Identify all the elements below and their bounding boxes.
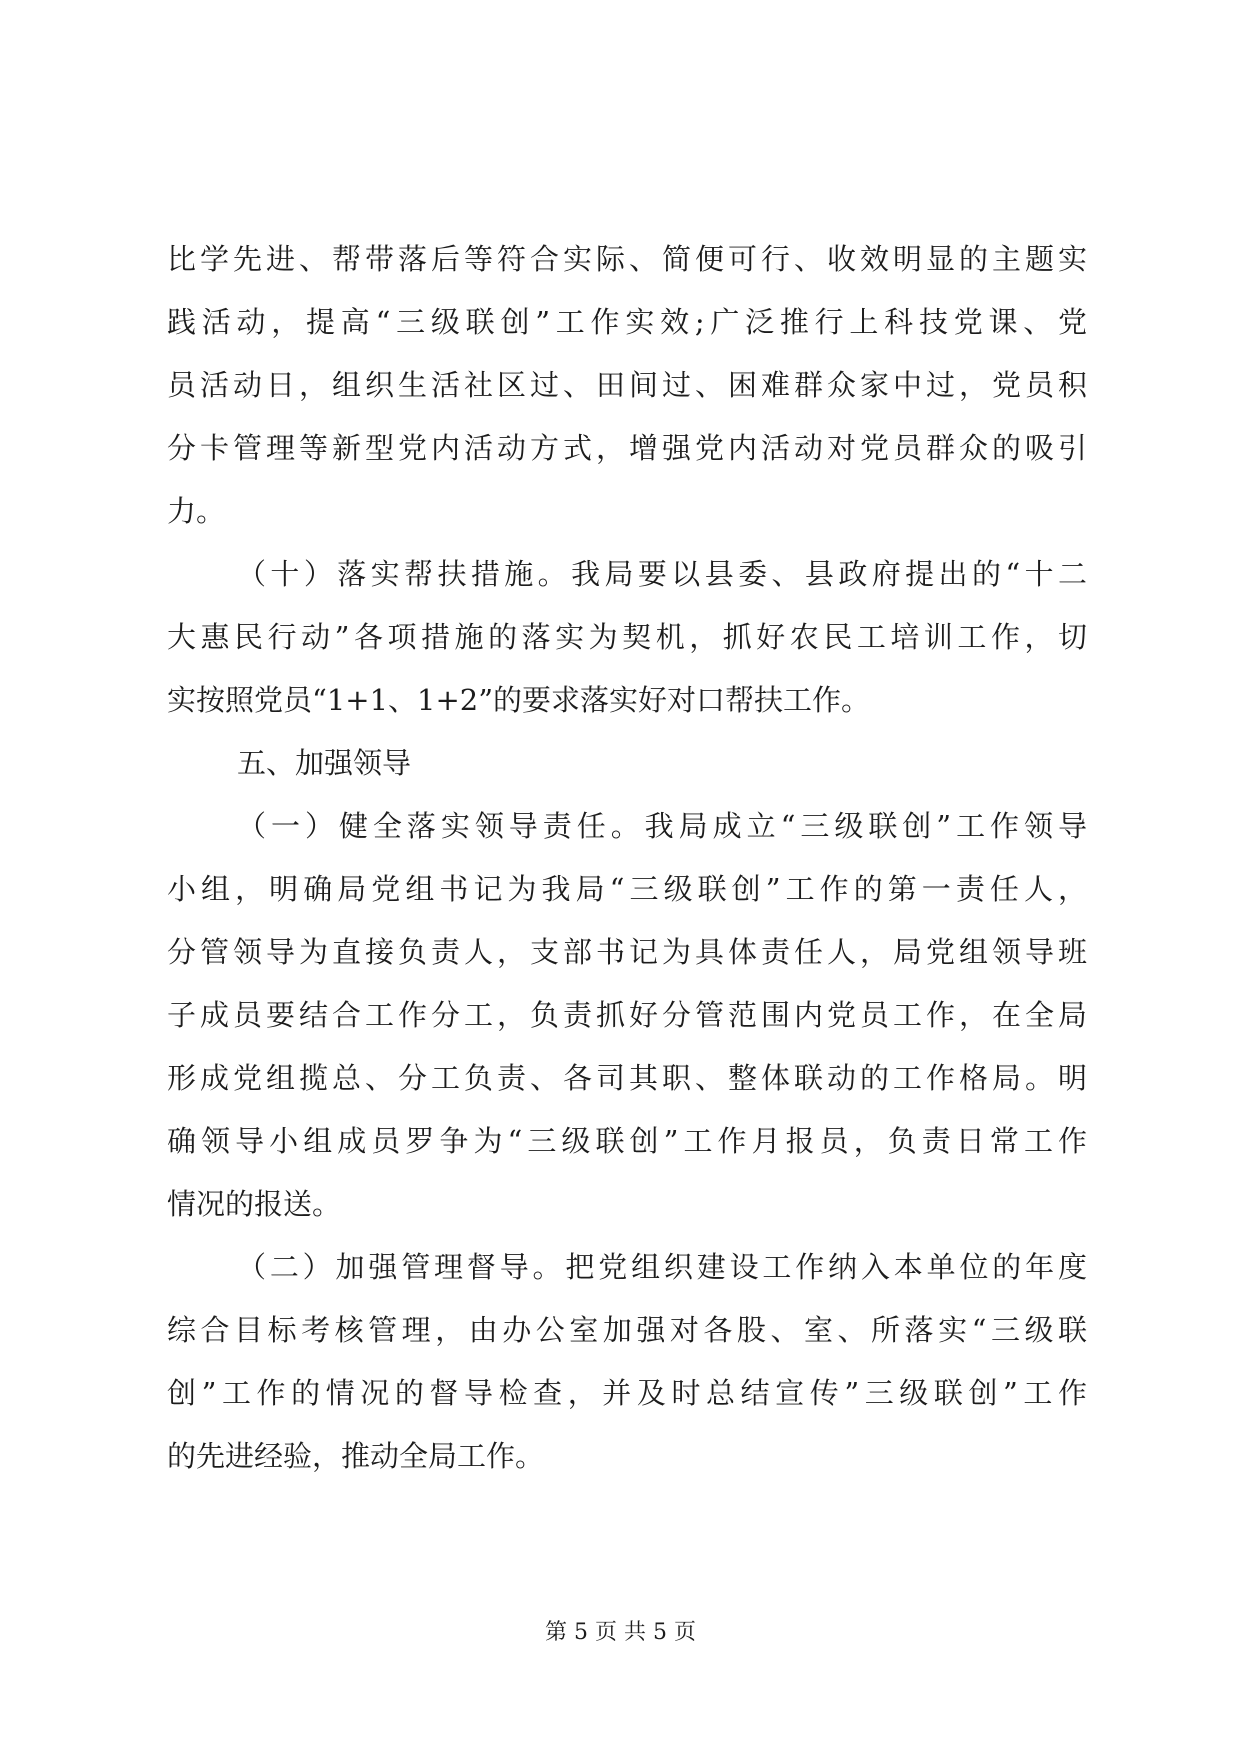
p1-line-3: 员活动日，组织生活社区过、田间过、困难群众家中过，党员积 <box>167 368 1087 402</box>
p4-line-2: 小组，明确局党组书记为我局“三级联创”工作的第一责任人， <box>167 872 1087 906</box>
p1-line-4: 分卡管理等新型党内活动方式，增强党内活动对党员群众的吸引 <box>167 431 1087 465</box>
p1-line-2: 践活动，提高“三级联创”工作实效;广泛推行上科技党课、党 <box>167 305 1087 339</box>
p5-line-3: 创”工作的情况的督导检查，并及时总结宣传”三级联创”工作 <box>167 1376 1087 1410</box>
p1-line-5: 力。 <box>167 494 226 528</box>
section-heading: 五、加强领导 <box>237 746 412 780</box>
p4-line-5: 形成党组揽总、分工负责、各司其职、整体联动的工作格局。明 <box>167 1061 1087 1095</box>
p4-line-1: （一）健全落实领导责任。我局成立“三级联创”工作领导 <box>237 809 1087 843</box>
p5-line-1: （二）加强管理督导。把党组织建设工作纳入本单位的年度 <box>237 1250 1087 1284</box>
p5-line-2: 综合目标考核管理，由办公室加强对各股、室、所落实“三级联 <box>167 1313 1087 1347</box>
p2-line-2: 大惠民行动”各项措施的落实为契机，抓好农民工培训工作，切 <box>167 620 1087 654</box>
p2-line-1: （十）落实帮扶措施。我局要以县委、县政府提出的“十二 <box>237 557 1087 591</box>
p4-line-4: 子成员要结合工作分工，负责抓好分管范围内党员工作，在全局 <box>167 998 1087 1032</box>
p4-line-7: 情况的报送。 <box>167 1187 342 1221</box>
p2-line-3: 实按照党员“1+1、1+2”的要求落实好对口帮扶工作。 <box>167 683 871 717</box>
page-number-footer: 第 5 页 共 5 页 <box>545 1620 696 1645</box>
p4-line-3: 分管领导为直接负责人，支部书记为具体责任人，局党组领导班 <box>167 935 1087 969</box>
document-body <box>167 228 1087 1488</box>
p4-line-6: 确领导小组成员罗争为“三级联创”工作月报员，负责日常工作 <box>167 1124 1087 1158</box>
p1-line-1: 比学先进、帮带落后等符合实际、简便可行、收效明显的主题实 <box>167 242 1087 276</box>
p5-line-4: 的先进经验，推动全局工作。 <box>167 1439 545 1473</box>
